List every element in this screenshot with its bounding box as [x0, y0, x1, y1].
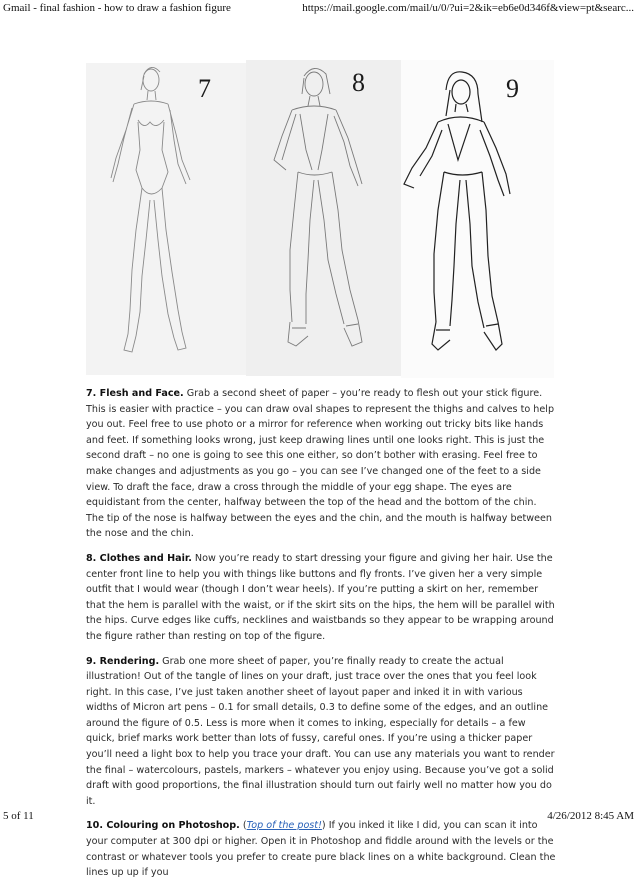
step-label-7: 7: [198, 74, 211, 103]
section-heading: 7. Flesh and Face.: [86, 388, 184, 399]
section-rendering: [86, 654, 556, 810]
top-of-post-link[interactable]: Top of the post!: [246, 820, 322, 832]
figure-9-sketch: [404, 72, 510, 350]
figure-8-sketch: [274, 68, 362, 346]
page-url: https://mail.google.com/mail/u/0/?ui=2&ik=eb6e0d346f&view=pt&searc...: [302, 2, 634, 14]
page-counter: 5 of 11: [3, 810, 34, 822]
section-text: If you inked it like I did, you can scan it into your computer at 300 dpi or higher. Open it in Photoshop and fiddle around with the levels or the contrast or whatever tools you prefer to create pure black lines on a white background. Clean the lines up up if you: [86, 820, 556, 879]
section-text: Now you’re ready to start dressing your figure and giving her hair. Use the center front line to help you with things like buttons and fly fronts. I’ve given her a very simple outfit that I would wear (though I don’t wear heels). If you’re putting a skirt on her, remember that the hem is parallel with the waist, or if the skirt sits on the hips, the hem will be parallel with the hips. Curve edges like cuffs, necklines and waistbands so they appear to be wrapping around the figure rather than resting on top of the figure.: [86, 552, 555, 642]
section-heading: 8. Clothes and Hair.: [86, 552, 192, 564]
print-datetime: 4/26/2012 8:45 AM: [547, 810, 634, 822]
section-flesh-and-face: [86, 386, 556, 542]
section-heading: 9. Rendering.: [86, 655, 160, 667]
link-paren-close: ): [321, 820, 326, 832]
section-heading: 10. Colouring on Photoshop.: [86, 820, 240, 832]
section-text: Grab one more sheet of paper, you’re finally ready to create the actual illustration! Out of the tangle of lines on your draft, just trace over the ones that you feel look right. In this case, I’ve just taken another sheet of layout paper and inked it in with various widths of Micron art pens – 0.1 for small details, 0.3 to define some of the edges, and an outline around the figure of 0.5. Less is more when it comes to inking, especially for details – a few quick, brief marks work better than lots of fussy, careful ones. If you’re using a thicker paper you’ll need a light box to help you trace your draft. You can use any materials you want to render the final – watercolours, pastels, markers – whatever you enjoy using. Because you’ve got a solid draft with good proportions, the final illustration should turn out fairly well no matter how you do it.: [86, 655, 555, 807]
section-colouring-on-photoshop: [86, 818, 556, 880]
figure-7-sketch: [111, 67, 190, 352]
link-paren-open: (: [239, 820, 247, 832]
fashion-figures-illustration: [86, 60, 554, 378]
print-header: [0, 0, 638, 16]
print-footer: [0, 810, 638, 826]
step-label-8: 8: [352, 68, 365, 97]
section-text: Grab a second sheet of paper – you’re ready to flesh out your stick figure. This is easier with practice – you can draw oval shapes to represent the thighs and calves to help you out. Feel free to use photo or a mirror for reference when working out tricky bits like hands and feet. If something looks wrong, just keep drawing lines until one looks right. This is just the second draft – no one is going to see this one either, so don’t bother with erasing. Feel free to make changes and adjustments as you go – you can see I’ve changed one of the feet to a side view. To draft the face, draw a cross through the middle of your egg shape. The eyes are equidistant from the center, halfway between the top of the head and the bottom of the chin. The tip of the nose is halfway between the eyes and the chin, and the mouth is halfway between the nose and the chin.: [86, 388, 555, 540]
section-clothes-and-hair: [86, 551, 556, 645]
fashion-figure-sketches: [86, 60, 554, 378]
step-label-9: 9: [506, 74, 519, 103]
page-title: Gmail - final fashion - how to draw a fashion figure: [3, 2, 231, 14]
